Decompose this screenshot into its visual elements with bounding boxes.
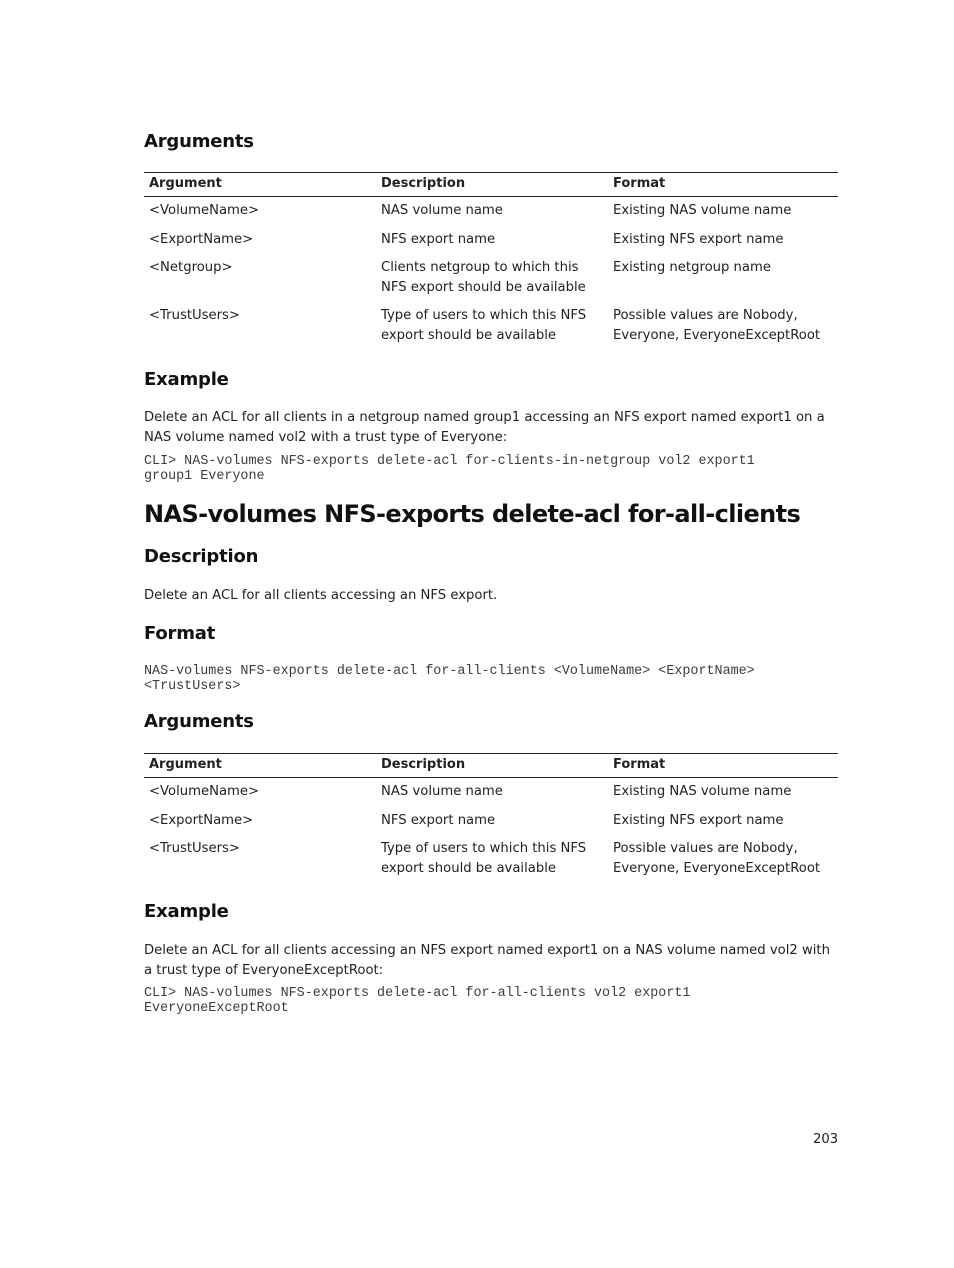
table-cell: <Netgroup> <box>149 260 233 275</box>
column-header-format: Format <box>608 173 838 197</box>
table-header-row <box>144 173 838 197</box>
table-cell: Type of users to which this NFS export should be available <box>381 841 587 876</box>
table-cell: NAS volume name <box>381 203 503 218</box>
arguments-heading-1: Arguments <box>144 131 254 152</box>
description-heading: Description <box>144 546 259 567</box>
table-row <box>144 302 838 350</box>
table-cell: Clients netgroup to which this NFS export should be available <box>381 260 586 295</box>
column-header-description: Description <box>376 754 608 778</box>
table-row <box>144 197 838 226</box>
table-cell: <TrustUsers> <box>149 308 240 323</box>
table-cell: Possible values are Nobody, Everyone, EveryoneExceptRoot <box>613 308 821 343</box>
format-heading: Format <box>144 623 216 644</box>
table-cell: Existing NFS export name <box>613 231 784 247</box>
page-number: 203 <box>813 1132 839 1147</box>
table-cell: <VolumeName> <box>149 784 260 799</box>
example-heading-1: Example <box>144 369 229 390</box>
column-header-argument: Argument <box>144 754 376 778</box>
column-header-description: Description <box>376 173 608 197</box>
table-cell: <VolumeName> <box>149 203 260 218</box>
example-code-2: CLI> NAS-volumes NFS-exports delete-acl for-all-clients vol2 export1 EveryoneExceptRoot <box>144 986 691 1016</box>
arguments-table-1 <box>144 172 838 350</box>
table-cell: <ExportName> <box>149 812 254 828</box>
table-header-row <box>144 754 838 778</box>
table-cell: Possible values are Nobody, Everyone, EveryoneExceptRoot <box>613 841 821 876</box>
table-row <box>144 226 838 255</box>
format-code: NAS-volumes NFS-exports delete-acl for-all-clients <VolumeName> <ExportName> <TrustUsers> <box>144 664 755 694</box>
arguments-table-2 <box>144 753 838 883</box>
table-row <box>144 778 838 807</box>
table-cell: Type of users to which this NFS export should be available <box>381 308 587 343</box>
table-cell: Existing NAS volume name <box>613 203 792 218</box>
description-text: Delete an ACL for all clients accessing an NFS export. <box>144 588 498 603</box>
example-text-2: Delete an ACL for all clients accessing an NFS export named export1 on a NAS volume named vol2 with a trust type of EveryoneExceptRoot: <box>144 943 830 978</box>
table-cell: Existing NFS export name <box>613 812 784 828</box>
table-row <box>144 254 838 302</box>
table-cell: <TrustUsers> <box>149 841 240 856</box>
table-cell: Existing NAS volume name <box>613 784 792 799</box>
example-text-1: Delete an ACL for all clients in a netgroup named group1 accessing an NFS export named export1 on a NAS volume named vol2 with a trust type of Everyone: <box>144 410 825 445</box>
table-cell: NFS export name <box>381 812 496 828</box>
table-cell: Existing netgroup name <box>613 260 771 275</box>
example-heading-2: Example <box>144 901 229 922</box>
table-row <box>144 807 838 836</box>
example-code-1: CLI> NAS-volumes NFS-exports delete-acl for-clients-in-netgroup vol2 export1 group1 Everyone <box>144 454 755 484</box>
arguments-heading-2: Arguments <box>144 711 254 732</box>
table-cell: <ExportName> <box>149 231 254 247</box>
table-row <box>144 835 838 883</box>
column-header-format: Format <box>608 754 838 778</box>
table-cell: NFS export name <box>381 231 496 247</box>
page-title: NAS-volumes NFS-exports delete-acl for-all-clients <box>144 500 801 528</box>
table-cell: NAS volume name <box>381 784 503 799</box>
column-header-argument: Argument <box>144 173 376 197</box>
